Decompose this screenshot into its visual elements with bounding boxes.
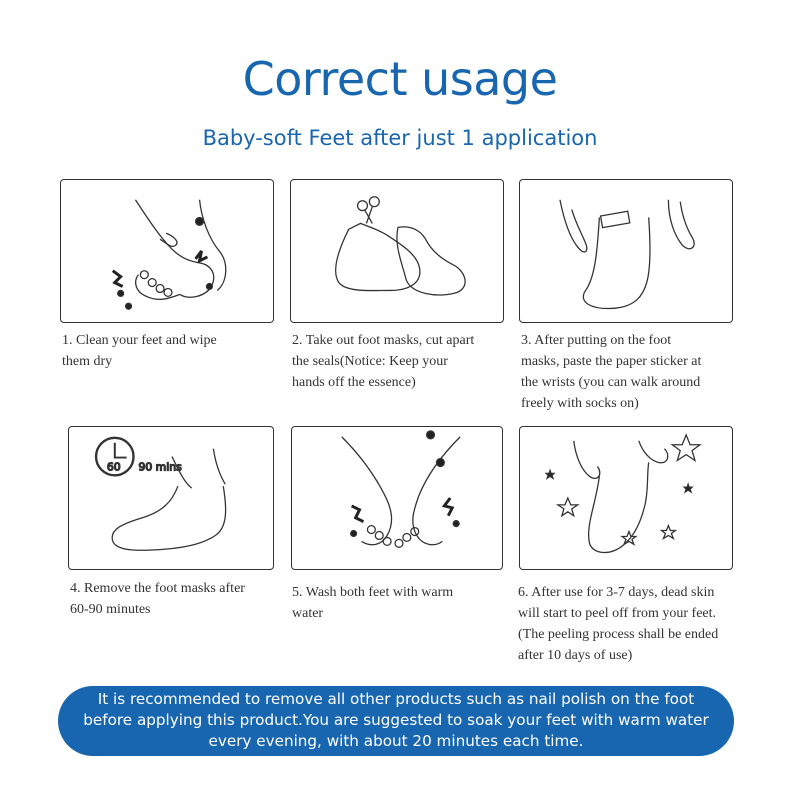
step-5-illustration — [291, 426, 503, 570]
page-subtitle: Baby-soft Feet after just 1 application — [202, 126, 598, 150]
step-2-illustration — [290, 179, 504, 323]
step-2-text: 2. Take out foot masks, cut apart the seals(Notice: Keep your hands off the essence) — [292, 333, 475, 390]
recommendation-banner: It is recommended to remove all other products such as nail polish on the foot before applying this product.You are suggested to soak your feet with warm water every evening, with about 20 minutes each time. — [58, 686, 734, 756]
step-3-illustration — [519, 179, 733, 323]
step-5-text: 5. Wash both feet with warm water — [292, 585, 454, 621]
page-title: Correct usage — [242, 52, 558, 106]
step-6-illustration — [519, 426, 733, 570]
step-4-text: 4. Remove the foot masks after 60-90 minutes — [70, 581, 245, 617]
clock-number: 60 — [106, 460, 121, 474]
clock-foot-mask-icon — [69, 427, 273, 569]
step-6-text: 6. After use for 3-7 days, dead skin will start to peel off from your feet. (The peeling process shall be ended after 10 days of use) — [518, 585, 719, 663]
two-feet-wash-icon — [292, 427, 502, 569]
foot-hand-wash-icon — [61, 180, 273, 322]
step-3-text: 3. After putting on the foot masks, paste the paper sticker at the wrists (you can walk around freely with socks on) — [521, 333, 702, 411]
foot-peel-stars-icon — [520, 427, 732, 569]
step-4-illustration — [68, 426, 274, 570]
clock-label: 90 mins — [138, 460, 182, 474]
step-1-text: 1. Clean your feet and wipe them dry — [62, 333, 217, 369]
scissors-foot-mask-icon — [291, 180, 503, 322]
step-1-illustration — [60, 179, 274, 323]
foot-mask-sticker-icon — [520, 180, 732, 322]
